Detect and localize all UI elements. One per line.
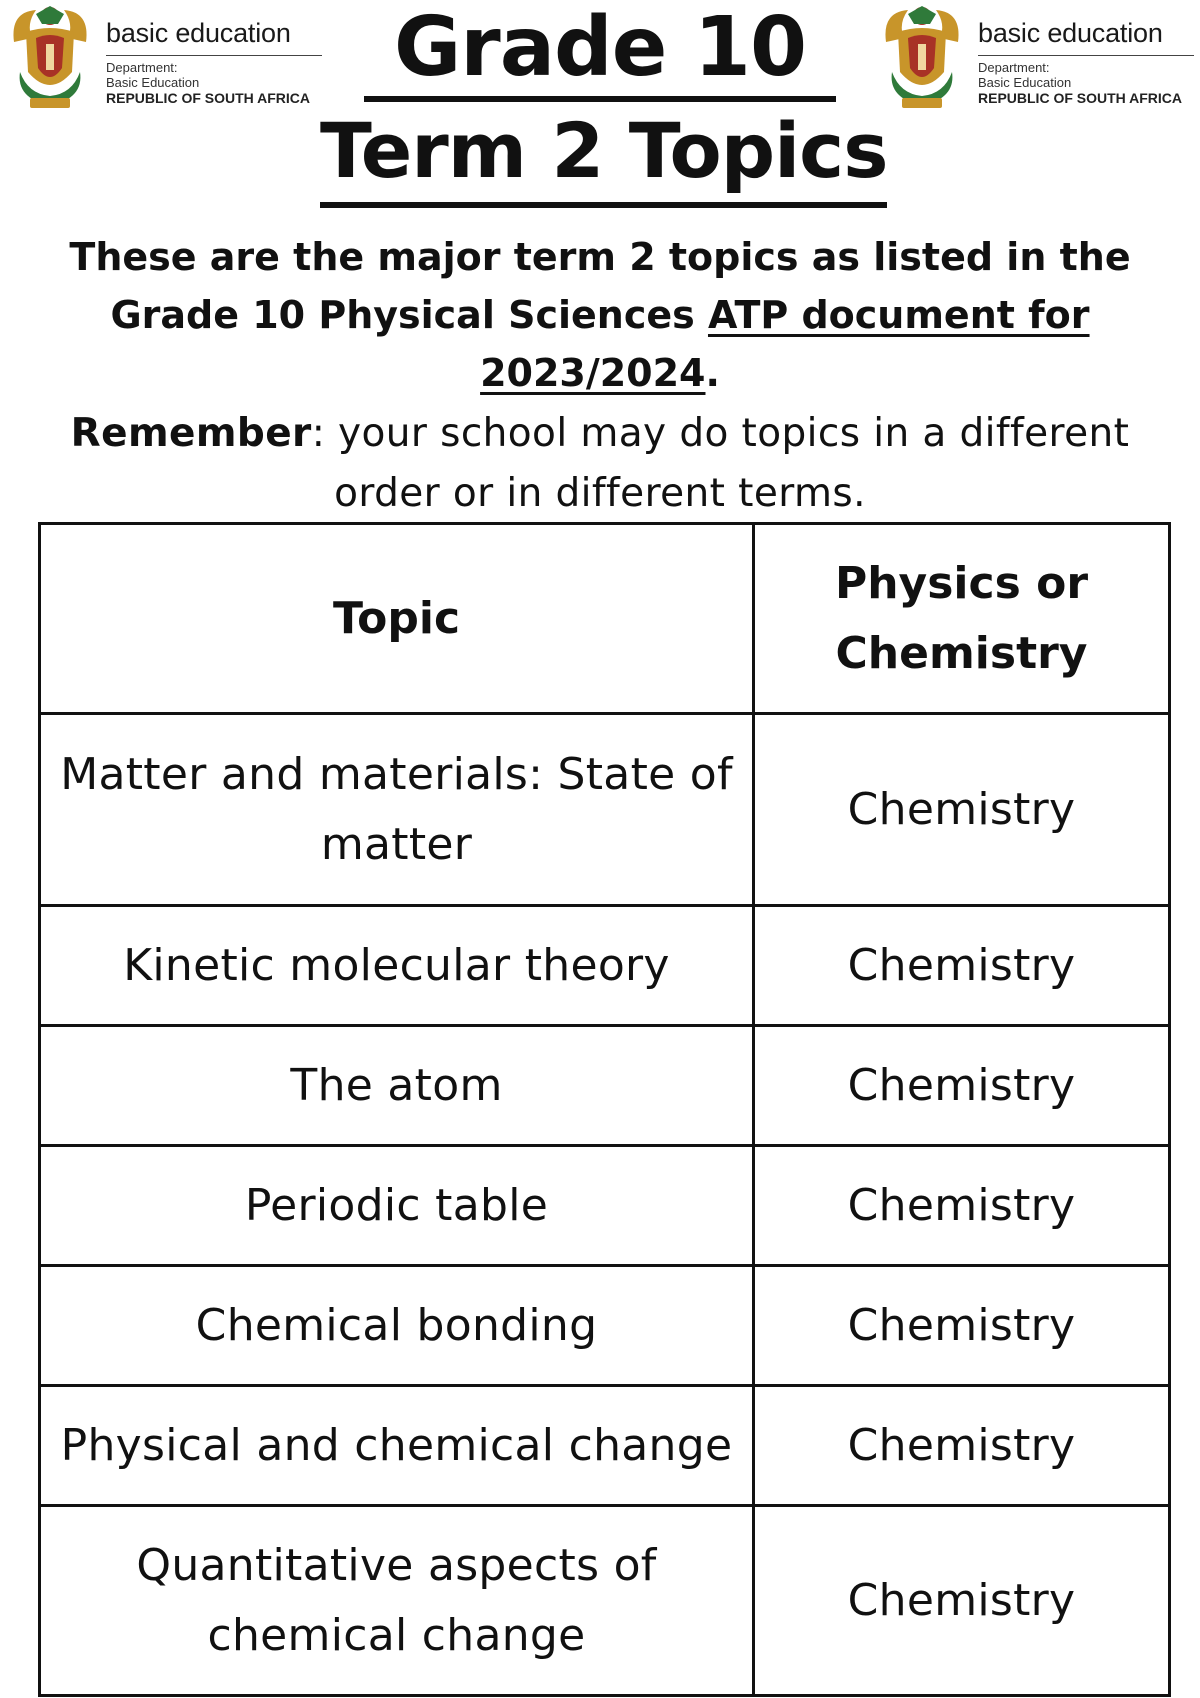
subject-cell: Chemistry (754, 906, 1170, 1026)
subject-cell: Chemistry (754, 1506, 1170, 1696)
topic-cell: Periodic table (40, 1146, 754, 1266)
logo-title: basic education (978, 2, 1194, 56)
table-row (40, 1146, 1170, 1266)
logo-left (6, 2, 322, 114)
intro-period: . (705, 351, 720, 395)
topic-cell: The atom (40, 1026, 754, 1146)
topic-cell: Kinetic molecular theory (40, 906, 754, 1026)
logo-country: REPUBLIC OF SOUTH AFRICA (106, 90, 311, 106)
logo-right (878, 2, 1194, 114)
table-row (40, 1506, 1170, 1696)
logo-basic-education: Basic Education (106, 75, 200, 90)
page-title (320, 0, 888, 208)
topic-cell: Quantitative aspects of chemical change (40, 1506, 754, 1696)
atp-document-link-text: ATP document for 2023/2024 (480, 293, 1090, 395)
subject-cell: Chemistry (754, 1266, 1170, 1386)
logo-basic-education: Basic Education (978, 75, 1072, 90)
subject-cell: Chemistry (754, 1146, 1170, 1266)
remember-label: Remember (70, 411, 312, 456)
remember-note (40, 404, 1160, 524)
table-row (40, 1266, 1170, 1386)
coat-of-arms-icon (6, 2, 94, 114)
title-line-2: Term 2 Topics (320, 104, 887, 208)
topic-cell: Physical and chemical change (40, 1386, 754, 1506)
table-row (40, 1026, 1170, 1146)
subject-cell: Chemistry (754, 714, 1170, 906)
header-topic: Topic (40, 524, 754, 714)
topics-table (38, 522, 1171, 1697)
coat-of-arms-icon (878, 2, 966, 114)
title-line-1: Grade 10 (364, 0, 836, 102)
table-row (40, 1386, 1170, 1506)
logo-title: basic education (106, 2, 322, 56)
intro-text: These are the major term 2 topics as listed in the Grade 10 Physical Sciences (69, 235, 1131, 337)
table-header-row (40, 524, 1170, 714)
topic-cell: Chemical bonding (40, 1266, 754, 1386)
logo-country: REPUBLIC OF SOUTH AFRICA (978, 90, 1183, 106)
subject-cell: Chemistry (754, 1026, 1170, 1146)
table-row (40, 906, 1170, 1026)
logo-department: Department: (978, 60, 1050, 75)
table-row (40, 714, 1170, 906)
header-physics-or-chemistry: Physics or Chemistry (754, 524, 1170, 714)
subject-cell: Chemistry (754, 1386, 1170, 1506)
topic-cell: Matter and materials: State of matter (40, 714, 754, 906)
intro-paragraph (20, 228, 1180, 402)
logo-department: Department: (106, 60, 178, 75)
remember-text: : your school may do topics in a different order or in different terms. (311, 411, 1130, 516)
